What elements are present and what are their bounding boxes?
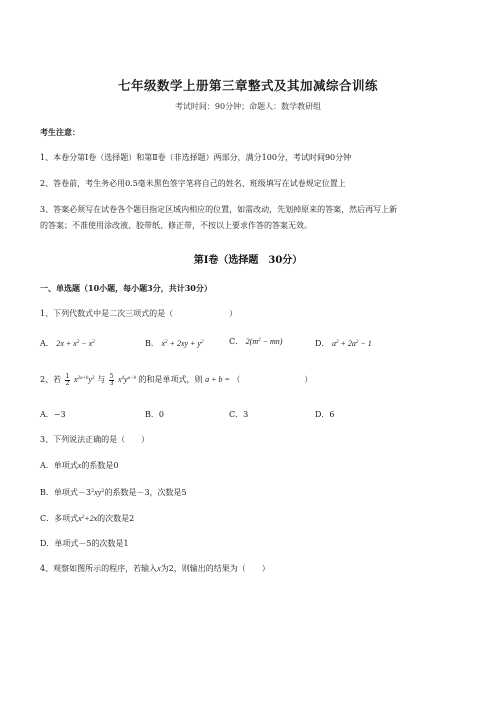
q3-stem: 3、下列说法正确的是（ ） (40, 435, 150, 444)
q3-option-b: B．单项式$-3^2xy^2$的系数是－3，次数是5 (40, 488, 187, 497)
q1-option-c: C． $2(m^2 - mn)$ (229, 337, 283, 346)
q2-term-2: $x^4y^{a-b}$ (117, 375, 136, 384)
section-title: 第Ⅰ卷（选择题 30分） (193, 255, 303, 266)
q1-stem: 1、下列代数式中是二次三项式的是（ ） (40, 309, 238, 318)
q2-fraction-half: $\frac{1}{2}$ (65, 372, 70, 387)
q1-option-c-expr: $2(m^2 - mn)$ (245, 337, 283, 346)
q3-option-c: C．多项式$x^2+2x$的次数是2 (40, 514, 135, 523)
notice-heading: 考生注意： (40, 127, 80, 137)
q2-equation: a + b = (205, 375, 230, 384)
q2-term-1: $x^{2a+b}y^3$ (74, 375, 95, 384)
q1-option-d-expr: $a^2 + 2a^2 - 1$ (331, 339, 372, 348)
exam-meta: 考试时间：90分钟；命题人：数学教研组 (174, 102, 322, 111)
q1-option-b-expr: $x^2 + 2xy + y^2$ (161, 339, 204, 348)
notice-item-1: 1、本卷分第I卷（选择题）和第Ⅱ卷（非选择题）两部分，满分100分，考试时间90分钟 (40, 153, 352, 162)
q2-option-d: D．6 (315, 410, 335, 419)
q1-option-d: D． $a^2 + 2a^2 - 1$ (315, 339, 372, 348)
q2-option-a: A．−3 (40, 410, 66, 419)
q2-option-c: C．3 (229, 410, 249, 419)
q2-stem: 2、若 $\frac{1}{2}$ $x^{2a+b}y^3$ 与 $\frac{5}{3}$ $x^4y^{a-b}$ 的和是单项式，则 a + b = （ ） (40, 372, 313, 387)
q2-option-b: B．0 (145, 410, 164, 419)
exam-title: 七年级数学上册第三章整式及其加减综合训练 (117, 78, 378, 93)
q1-option-a-expr: $2x + x^2 - x^2$ (56, 339, 95, 348)
notice-item-3: 3、答案必须写在试卷各个题目指定区域内相应的位置，如需改动，先划掉原来的答案，然后再写上新 (40, 205, 398, 214)
notice-item-3-cont: 的答案；不准使用涂改液、胶带纸、修正带，不按以上要求作答的答案无效。 (40, 221, 312, 230)
q1-option-b: B． $x^2 + 2xy + y^2$ (145, 339, 204, 348)
q1-option-a: A． $2x + x^2 - x^2$ (40, 339, 95, 348)
q3-option-c-expr: $x^2+2x$ (78, 514, 98, 523)
q4-stem: 4、观察如图所示的程序，若输入x为2，则输出的结果为（ ） (40, 564, 270, 573)
q2-fraction-five-thirds: $\frac{5}{3}$ (109, 372, 114, 387)
q3-option-a: A．单项式x的系数是0 (40, 461, 119, 470)
q3-option-d: D．单项式－5的次数是1 (40, 539, 129, 548)
section-part-heading: 一、单选题（10小题，每小题3分，共计30分） (40, 283, 212, 293)
notice-item-2: 2、答卷前，考生务必用0.5毫米黑色签字笔将自己的姓名、班级填写在试卷规定位置上 (40, 179, 346, 188)
